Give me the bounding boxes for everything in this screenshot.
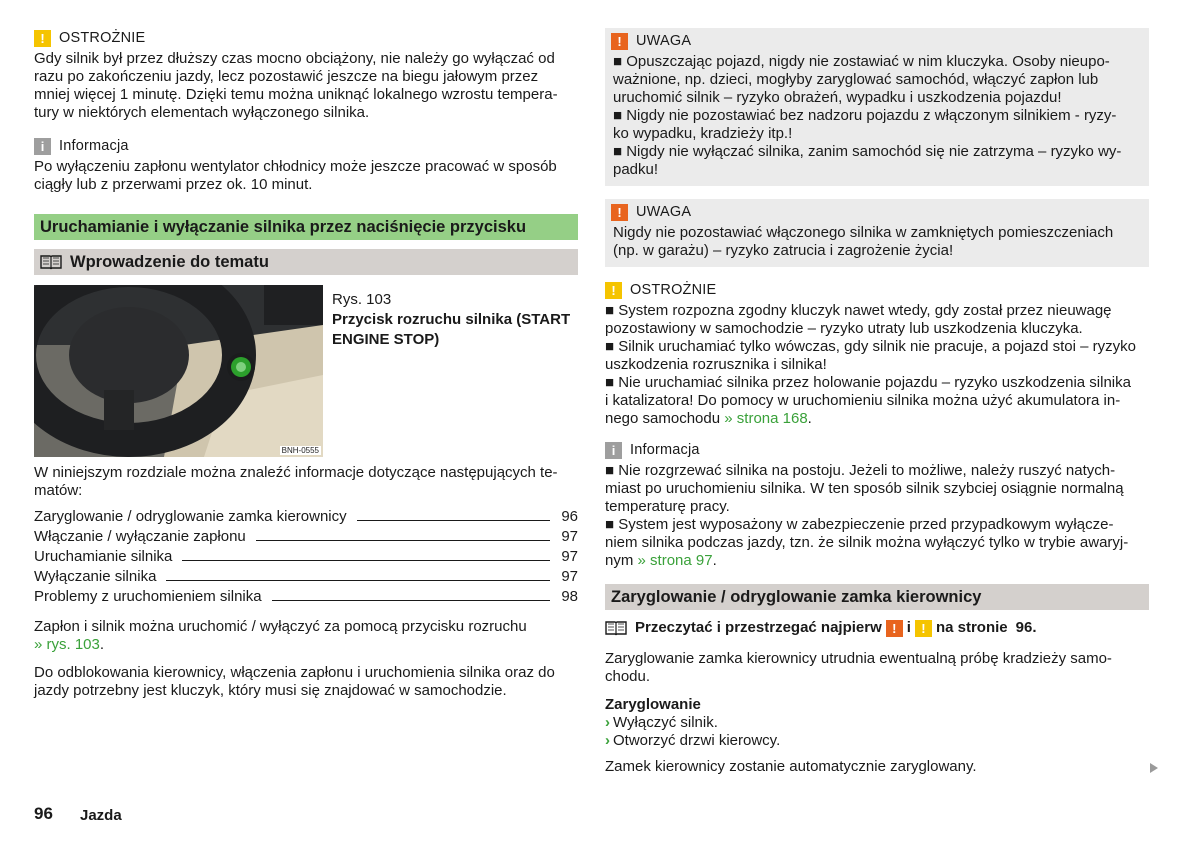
toc-intro-line: W niniejszym rozdziale można znaleźć informacje dotyczące następujących te- [34, 464, 558, 481]
toc-row[interactable] [34, 506, 578, 526]
intro-heading [34, 249, 578, 275]
warning-title: UWAGA [636, 33, 692, 49]
caution-icon: ! [915, 620, 932, 637]
info-line: ciągły lub z przerwami przez ok. 10 minut. [34, 176, 313, 193]
info-notice-2 [605, 440, 1149, 570]
right-column [605, 28, 1149, 776]
toc-entry-title: Problemy z uruchomieniem silnika [34, 588, 262, 605]
figure-caption [332, 285, 570, 457]
info-icon: i [605, 442, 622, 459]
warning-line: ■ Nigdy nie pozostawiać bez nadzoru pojazdu z włączonym silnikiem - ryzy- [613, 107, 1117, 124]
figure-code: BNH-0555 [281, 446, 319, 455]
info-title: Informacja [59, 138, 129, 154]
paragraph-line: Do odblokowania kierownicy, włączenia zapłonu i uruchomienia silnika oraz do [34, 664, 555, 681]
warning-icon: ! [611, 204, 628, 221]
read-first-page: 96. [1015, 619, 1037, 636]
info-line [605, 552, 1149, 570]
toc-entry-page: 97 [561, 548, 578, 565]
toc-list [34, 506, 578, 606]
footer-section: Jazda [80, 807, 122, 824]
step-text: Wyłączyć silnik. [613, 714, 718, 731]
toc-entry-page: 96 [561, 508, 578, 525]
toc-row[interactable] [34, 546, 578, 566]
figure-title-line: ENGINE STOP) [332, 331, 440, 348]
toc-entry-title: Zaryglowanie / odryglowanie zamka kierownicy [34, 508, 347, 525]
steering-wheel-illustration [34, 285, 323, 457]
warning-icon: ! [611, 33, 628, 50]
toc-leader [182, 560, 550, 561]
warning-line: ko wypadku, kradzieży itp.! [613, 125, 793, 142]
caution-line: ■ System rozpozna zgodny kluczyk nawet wtedy, gdy został przez nieuwagę [605, 302, 1112, 319]
caution-title: OSTROŻNIE [59, 30, 146, 46]
info-line-end: . [712, 552, 717, 569]
page-link-168[interactable]: » strona 168 [724, 410, 808, 427]
warning-title: UWAGA [636, 204, 692, 220]
caution-line: uszkodzenia rozrusznika i silnika! [605, 356, 827, 373]
left-column [34, 28, 578, 700]
caution-line-text: nego samochodu [605, 410, 725, 427]
figure-link[interactable]: » rys. 103 [34, 636, 100, 653]
page-number: 96 [34, 804, 53, 823]
caution-line: pozostawiony w samochodzie – ryzyko utraty lub uszkodzenia kluczyka. [605, 320, 1083, 337]
figure-103 [34, 285, 578, 457]
section-heading: Uruchamianie i wyłączanie silnika przez naciśnięcie przycisku [34, 214, 578, 240]
chevron-right-icon: › [605, 714, 610, 731]
paragraph-line: Zapłon i silnik można uruchomić / wyłączyć za pomocą przycisku rozruchu [34, 618, 527, 635]
toc-row[interactable] [34, 586, 578, 606]
toc-entry-title: Uruchamianie silnika [34, 548, 173, 565]
toc-row[interactable] [34, 526, 578, 546]
read-first-suffix: na stronie [935, 619, 1008, 636]
info-line-text: nym [605, 552, 638, 569]
info-line: temperaturę pracy. [605, 498, 730, 515]
paragraph-lock [605, 650, 1149, 686]
caution-notice-2 [605, 280, 1149, 428]
info-line: miast po uruchomieniu silnika. W ten sposób silnik szybciej osiągnie normalną [605, 480, 1124, 497]
caution-title: OSTROŻNIE [630, 282, 717, 298]
info-line: ■ Nie rozgrzewać silnika na postoju. Jeżeli to możliwe, należy ruszyć natych- [605, 462, 1116, 479]
caution-line: ■ Nie uruchamiać silnika przez holowanie pojazdu – ryzyko uszkodzenia silnika [605, 374, 1131, 391]
warning-line: padku! [613, 161, 659, 178]
warning-notice-1 [605, 28, 1149, 186]
caution-icon: ! [605, 282, 622, 299]
info-line: ■ System jest wyposażony w zabezpieczenie przed przypadkowym wyłącze- [605, 516, 1114, 533]
warning-line: ■ Nigdy nie wyłączać silnika, zanim samochód się nie zatrzyma – ryzyko wy- [613, 143, 1122, 160]
section-heading-lock: Zaryglowanie / odryglowanie zamka kierownicy [605, 584, 1149, 610]
paragraph-line: chodu. [605, 668, 651, 685]
caution-line [605, 410, 1149, 428]
toc-intro [34, 464, 578, 500]
paragraph-line [34, 636, 578, 654]
toc-row[interactable] [34, 566, 578, 586]
step-item [605, 732, 1149, 750]
step-item [605, 714, 1149, 732]
info-title: Informacja [630, 442, 700, 458]
caution-line: razu po zakończeniu jazdy, lecz pozostawić jeszcze na biegu jałowym przez [34, 68, 539, 85]
read-first-prefix: Przeczytać i przestrzegać najpierw [635, 619, 882, 636]
read-first-line [605, 618, 1149, 638]
caution-line: tury w niektórych elementach wyłączonego silnika. [34, 104, 370, 121]
chevron-right-icon: › [605, 732, 610, 749]
page-link-97[interactable]: » strona 97 [637, 552, 713, 569]
toc-leader [272, 600, 550, 601]
caution-notice-1 [34, 28, 578, 122]
toc-entry-title: Wyłączanie silnika [34, 568, 157, 585]
toc-entry-page: 97 [561, 568, 578, 585]
figure-photo [34, 285, 323, 457]
info-notice-1 [34, 136, 578, 194]
caution-line: i katalizatora! Do pomocy w uruchomieniu silnika można użyć akumulatora in- [605, 392, 1121, 409]
caution-icon: ! [34, 30, 51, 47]
toc-entry-page: 97 [561, 528, 578, 545]
figure-number: Rys. 103 [332, 291, 392, 308]
paragraph-line: Zaryglowanie zamka kierownicy utrudnia ewentualną próbę kradzieży samo- [605, 650, 1112, 667]
paragraph-start-button [34, 618, 578, 654]
step-text: Otworzyć drzwi kierowcy. [613, 732, 781, 749]
warning-line: Nigdy nie pozostawiać włączonego silnika w zamkniętych pomieszczeniach [613, 224, 1114, 241]
final-sentence: Zamek kierownicy zostanie automatycznie zaryglowany. [605, 758, 977, 775]
paragraph-end: . [99, 636, 105, 653]
toc-leader [256, 540, 550, 541]
toc-intro-line: matów: [34, 482, 83, 499]
next-page-arrow-icon[interactable] [1150, 763, 1158, 773]
info-icon: i [34, 138, 51, 155]
toc-entry-page: 98 [561, 588, 578, 605]
paragraph-key [34, 664, 578, 700]
info-line: niem silnika podczas jazdy, tzn. że silnik można wyłączyć tylko w trybie awaryj- [605, 534, 1129, 551]
toc-leader [166, 580, 550, 581]
figure-title-line: Przycisk rozruchu silnika (START [332, 311, 571, 328]
book-icon [40, 254, 62, 270]
info-line: Po wyłączeniu zapłonu wentylator chłodnicy może jeszcze pracować w sposób [34, 158, 557, 175]
caution-line: ■ Silnik uruchamiać tylko wówczas, gdy silnik nie pracuje, a pojazd stoi – ryzyko [605, 338, 1136, 355]
warning-line: uruchomić silnik – ryzyko obrażeń, wypadku i uszkodzenia pojazdu! [613, 89, 1062, 106]
warning-line: ■ Opuszczając pojazd, nigdy nie zostawiać w nim kluczyka. Osoby nieupo- [613, 53, 1110, 70]
caution-line: Gdy silnik był przez dłuższy czas mocno obciążony, nie należy go wyłączać od [34, 50, 555, 67]
caution-line-end: . [807, 410, 812, 427]
toc-leader [357, 520, 550, 521]
lock-steps [605, 696, 1149, 750]
lock-steps-title: Zaryglowanie [605, 696, 701, 713]
warning-line: (np. w garażu) – ryzyko zatrucia i zagrożenie życia! [613, 242, 954, 259]
read-first-and: i [906, 619, 911, 636]
paragraph-line: jazdy potrzebny jest kluczyk, który musi się znajdować w samochodzie. [34, 682, 507, 699]
caution-line: mniej więcej 1 minutę. Dzięki temu można uniknąć lokalnego wzrostu tempera- [34, 86, 558, 103]
toc-entry-title: Włączanie / wyłączanie zapłonu [34, 528, 246, 545]
book-icon [605, 620, 627, 636]
warning-line: ważnione, np. dzieci, mogłyby zaryglować samochód, włączyć zapłon lub [613, 71, 1099, 88]
intro-heading-text: Wprowadzenie do tematu [70, 253, 269, 271]
warning-notice-2 [605, 199, 1149, 267]
warning-icon: ! [886, 620, 903, 637]
